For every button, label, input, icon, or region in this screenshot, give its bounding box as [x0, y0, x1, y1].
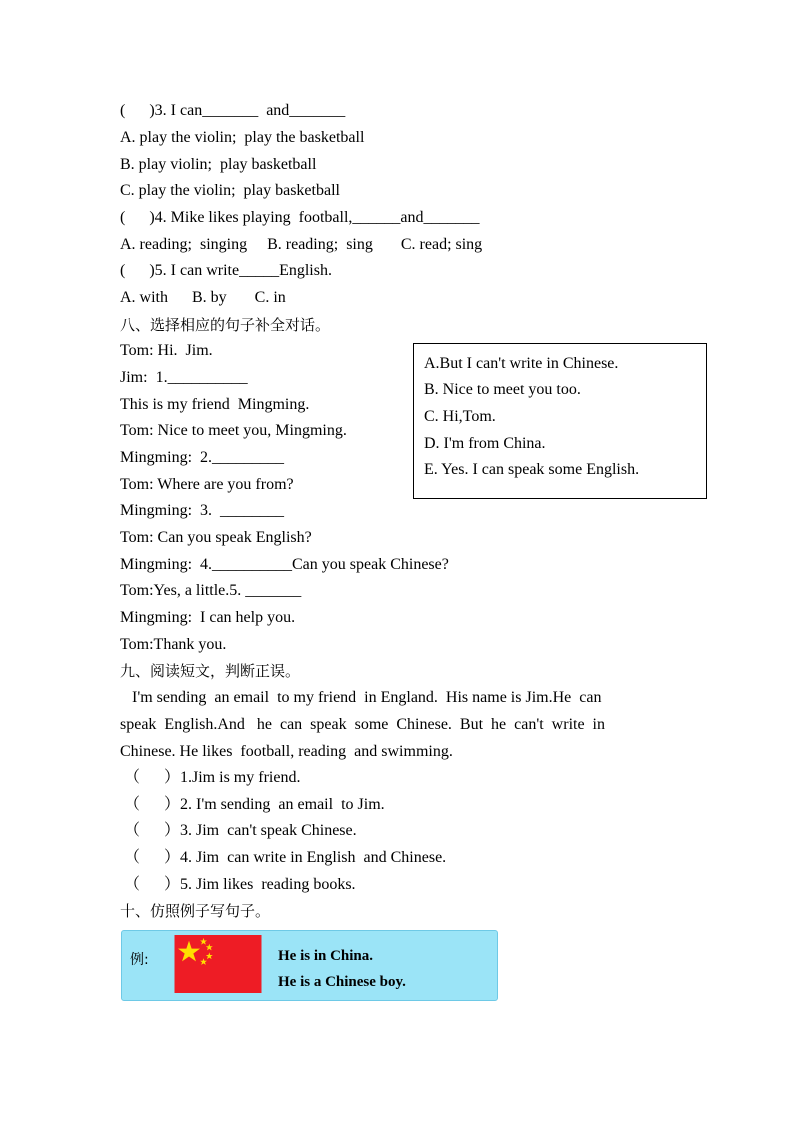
section-9-heading: 九、阅读短文，判断正误。	[120, 662, 301, 680]
dialog-line: Mingming: 4.__________Can you speak Chinese?	[120, 556, 449, 573]
question-3-option-a: A. play the violin; play the basketball	[120, 129, 365, 146]
dialog-line: Mingming: I can help you.	[120, 609, 296, 626]
dialog-line: Mingming: 3. ________	[120, 502, 285, 519]
statement: （ ）2. I'm sending an email to Jim.	[120, 796, 385, 813]
dialog-line: This is my friend Mingming.	[120, 396, 310, 413]
example-sentence-2: He is a Chinese boy.	[278, 974, 406, 990]
reading-passage	[120, 688, 674, 769]
flag-field	[175, 935, 262, 993]
dialog-line: Jim: 1.__________	[120, 369, 248, 386]
answer-option: C. Hi,Tom.	[424, 408, 496, 425]
section-10-heading: 十、仿照例子写句子。	[120, 902, 271, 920]
dialog-line: Tom:Thank you.	[120, 636, 227, 653]
answer-option: B. Nice to meet you too.	[424, 381, 581, 398]
dialog-line: Mingming: 2._________	[120, 449, 285, 466]
question-4: ( )4. Mike likes playing football,______and_______	[120, 209, 480, 226]
example-sentence-1: He is in China.	[278, 948, 374, 964]
question-5-options: A. with B. by C. in	[120, 289, 286, 306]
question-3: ( )3. I can_______ and_______	[120, 102, 346, 119]
statement: （ ）4. Jim can write in English and Chinese.	[120, 849, 447, 866]
passage-line: I'm sending an email to my friend in England. His name is Jim.He can	[120, 689, 602, 706]
dialog-line: Tom: Can you speak English?	[120, 529, 312, 546]
dialog-line: Tom: Nice to meet you, Mingming.	[120, 422, 347, 439]
answer-option: E. Yes. I can speak some English.	[424, 461, 640, 478]
statement: （ ）3. Jim can't speak Chinese.	[120, 822, 357, 839]
china-flag-image	[174, 935, 262, 993]
statement: （ ）5. Jim likes reading books.	[120, 876, 356, 893]
question-3-option-b: B. play violin; play basketball	[120, 156, 317, 173]
dialog-line: Tom: Where are you from?	[120, 476, 294, 493]
question-5: ( )5. I can write_____English.	[120, 262, 332, 279]
question-3-option-c: C. play the violin; play basketball	[120, 182, 340, 199]
question-4-options: A. reading; singing B. reading; sing C. read; sing	[120, 236, 483, 253]
answer-options-box	[413, 343, 707, 499]
answer-option: A.But I can't write in Chinese.	[424, 355, 619, 372]
example-box	[121, 930, 498, 1001]
section-8-heading: 八、选择相应的句子补全对话。	[120, 316, 331, 334]
passage-line: Chinese. He likes football, reading and swimming.	[120, 743, 453, 760]
dialog-line: Tom: Hi. Jim.	[120, 342, 213, 359]
answer-option: D. I'm from China.	[424, 435, 546, 452]
example-label: 例:	[130, 952, 149, 968]
passage-line: speak English.And he can speak some Chinese. But he can't write in	[120, 716, 605, 733]
dialog-line: Tom:Yes, a little.5. _______	[120, 582, 302, 599]
statement: （ ）1.Jim is my friend.	[120, 769, 301, 786]
